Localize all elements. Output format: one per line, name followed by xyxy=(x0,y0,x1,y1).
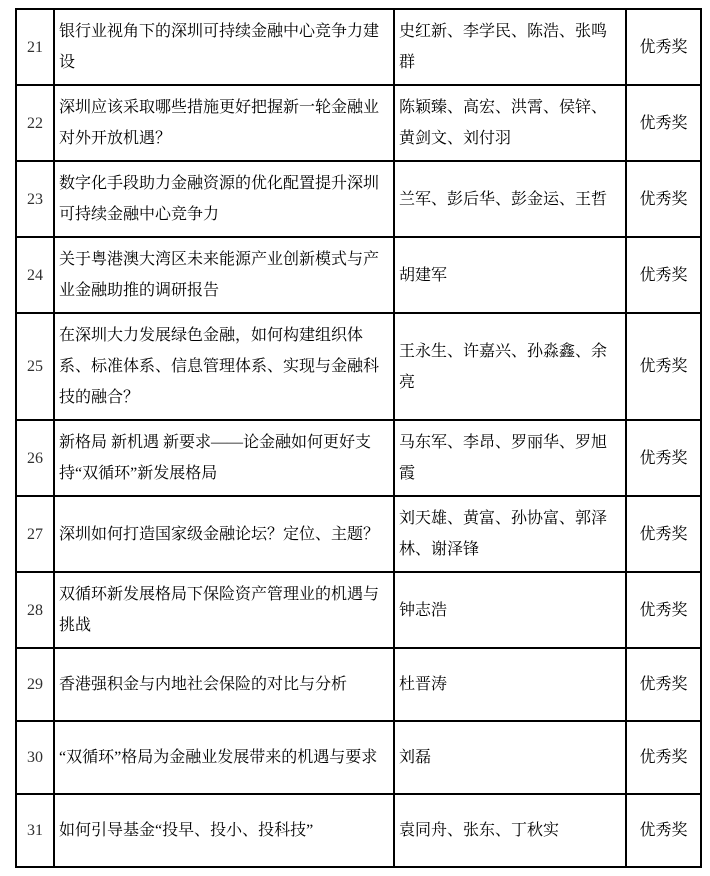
title-cell: 在深圳大力发展绿色金融，如何构建组织体系、标准体系、信息管理体系、实现与金融科技的融合？ xyxy=(54,313,394,420)
award-cell: 优秀奖 xyxy=(626,9,701,85)
authors-cell: 袁同舟、张东、丁秋实 xyxy=(394,794,626,867)
awards-table xyxy=(15,8,702,868)
row-number-cell: 23 xyxy=(16,161,54,237)
row-number-cell: 27 xyxy=(16,496,54,572)
table-row xyxy=(16,420,701,496)
title-cell: 深圳如何打造国家级金融论坛？定位、主题？ xyxy=(54,496,394,572)
authors-cell: 史红新、李学民、陈浩、张鸣群 xyxy=(394,9,626,85)
award-cell: 优秀奖 xyxy=(626,721,701,794)
authors-cell: 杜晋涛 xyxy=(394,648,626,721)
authors-cell: 刘磊 xyxy=(394,721,626,794)
award-cell: 优秀奖 xyxy=(626,161,701,237)
award-cell: 优秀奖 xyxy=(626,420,701,496)
row-number-cell: 28 xyxy=(16,572,54,648)
table-row xyxy=(16,9,701,85)
title-cell: 新格局 新机遇 新要求——论金融如何更好支持“双循环”新发展格局 xyxy=(54,420,394,496)
row-number-cell: 30 xyxy=(16,721,54,794)
award-cell: 优秀奖 xyxy=(626,313,701,420)
row-number-cell: 31 xyxy=(16,794,54,867)
row-number-cell: 24 xyxy=(16,237,54,313)
authors-cell: 胡建军 xyxy=(394,237,626,313)
title-cell: 如何引导基金“投早、投小、投科技” xyxy=(54,794,394,867)
award-cell: 优秀奖 xyxy=(626,794,701,867)
row-number-cell: 22 xyxy=(16,85,54,161)
title-cell: 银行业视角下的深圳可持续金融中心竞争力建设 xyxy=(54,9,394,85)
table-row xyxy=(16,496,701,572)
table-row xyxy=(16,572,701,648)
row-number-cell: 25 xyxy=(16,313,54,420)
authors-cell: 刘天雄、黄富、孙协富、郭泽林、谢泽锋 xyxy=(394,496,626,572)
award-cell: 优秀奖 xyxy=(626,496,701,572)
award-cell: 优秀奖 xyxy=(626,648,701,721)
authors-cell: 兰军、彭后华、彭金运、王哲 xyxy=(394,161,626,237)
row-number-cell: 21 xyxy=(16,9,54,85)
title-cell: “双循环”格局为金融业发展带来的机遇与要求 xyxy=(54,721,394,794)
title-cell: 香港强积金与内地社会保险的对比与分析 xyxy=(54,648,394,721)
award-cell: 优秀奖 xyxy=(626,572,701,648)
authors-cell: 马东军、李昂、罗丽华、罗旭霞 xyxy=(394,420,626,496)
authors-cell: 陈颖臻、高宏、洪霄、侯锌、黄剑文、刘付羽 xyxy=(394,85,626,161)
table-row xyxy=(16,794,701,867)
title-cell: 深圳应该采取哪些措施更好把握新一轮金融业对外开放机遇？ xyxy=(54,85,394,161)
table-row xyxy=(16,161,701,237)
authors-cell: 钟志浩 xyxy=(394,572,626,648)
table-row xyxy=(16,648,701,721)
award-cell: 优秀奖 xyxy=(626,85,701,161)
row-number-cell: 26 xyxy=(16,420,54,496)
table-row xyxy=(16,85,701,161)
title-cell: 双循环新发展格局下保险资产管理业的机遇与挑战 xyxy=(54,572,394,648)
title-cell: 关于粤港澳大湾区未来能源产业创新模式与产业金融助推的调研报告 xyxy=(54,237,394,313)
awards-table-body xyxy=(16,9,701,867)
table-row xyxy=(16,237,701,313)
table-row xyxy=(16,313,701,420)
table-row xyxy=(16,721,701,794)
row-number-cell: 29 xyxy=(16,648,54,721)
title-cell: 数字化手段助力金融资源的优化配置提升深圳可持续金融中心竞争力 xyxy=(54,161,394,237)
award-cell: 优秀奖 xyxy=(626,237,701,313)
authors-cell: 王永生、许嘉兴、孙淼鑫、余亮 xyxy=(394,313,626,420)
